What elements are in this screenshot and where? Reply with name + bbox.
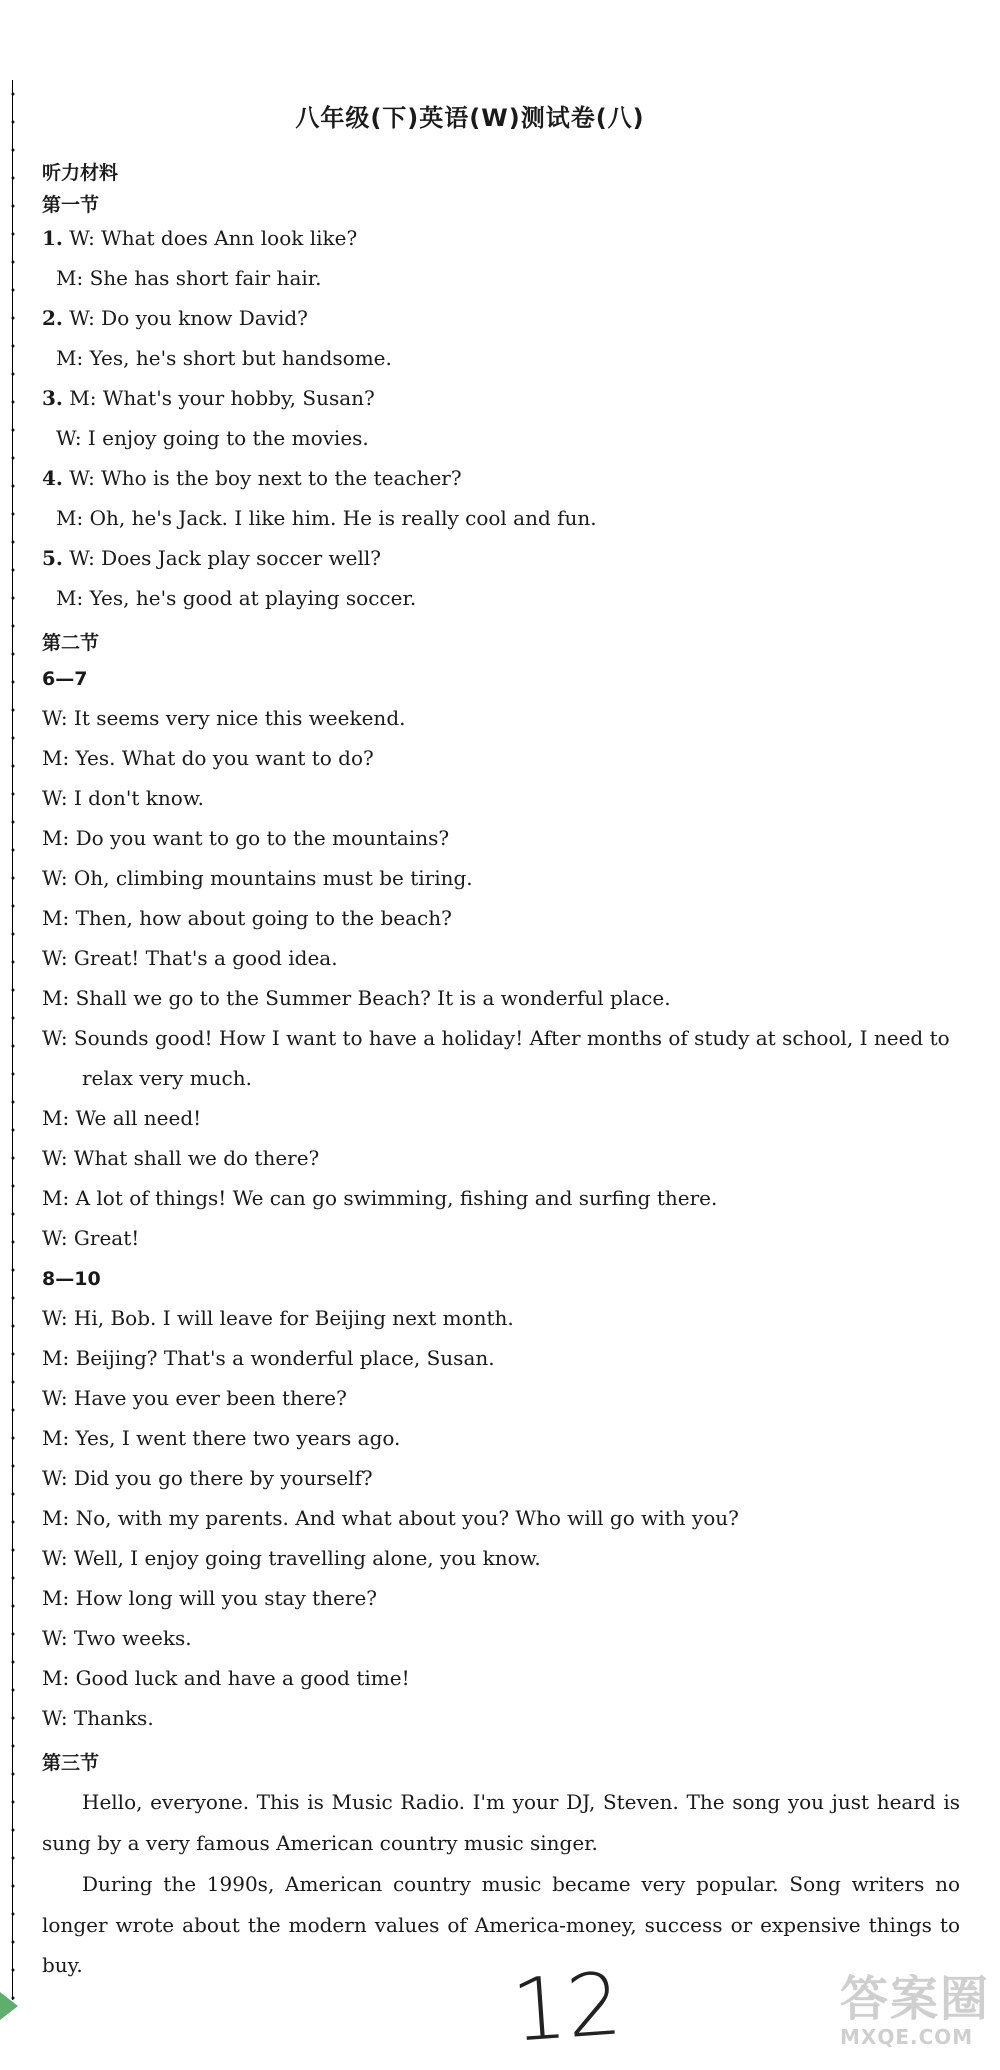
- page-tab-arrow-icon: [0, 1992, 18, 2020]
- dialogue-line: W: Two weeks.: [42, 1626, 192, 1650]
- dialogue-line: 4. W: Who is the boy next to the teacher?: [42, 466, 462, 490]
- dialogue-line: W: Thanks.: [42, 1706, 154, 1730]
- dialogue-line: M: Beijing? That's a wonderful place, Susan.: [42, 1346, 495, 1370]
- dialogue-line: W: Well, I enjoy going travelling alone, you know.: [42, 1546, 541, 1570]
- dialogue-line: 1. W: What does Ann look like?: [42, 226, 358, 250]
- monologue-paragraph: During the 1990s, American country music became very popular. Song writers no longer wrote about the modern values of America-money, success or expensive things to buy.: [42, 1872, 960, 1977]
- part2-label: 第二节: [42, 632, 100, 654]
- dialogue-line: M: Shall we go to the Summer Beach? It is a wonderful place.: [42, 986, 671, 1010]
- dialogue-line: 3. M: What's your hobby, Susan?: [42, 386, 375, 410]
- dialogue-line: M: Do you want to go to the mountains?: [42, 826, 450, 850]
- handwritten-page-number: 12: [508, 1954, 625, 2062]
- dialogue-line: W: Hi, Bob. I will leave for Beijing next month.: [42, 1306, 514, 1330]
- binding-dotted-line: [6, 80, 20, 2000]
- dialogue-line: W: What shall we do there?: [42, 1146, 320, 1170]
- page-title: 八年级(下)英语(W)测试卷(八): [295, 104, 645, 132]
- section-header: 听力材料: [42, 162, 119, 184]
- dialogue-line: 2. W: Do you know David?: [42, 306, 308, 330]
- dialogue-line: M: Yes. What do you want to do?: [42, 746, 374, 770]
- dialogue-line: W: I enjoy going to the movies.: [56, 426, 369, 450]
- dialogue-line: W: It seems very nice this weekend.: [42, 706, 406, 730]
- dialogue-line: M: Yes, he's good at playing soccer.: [56, 586, 417, 610]
- dialogue-line: M: She has short fair hair.: [56, 266, 322, 290]
- dialogue-line: W: Did you go there by yourself?: [42, 1466, 373, 1490]
- dialogue-line: M: How long will you stay there?: [42, 1586, 378, 1610]
- dialogue-line: M: A lot of things! We can go swimming, fishing and surfing there.: [42, 1186, 718, 1210]
- monologue-paragraph: Hello, everyone. This is Music Radio. I'm your DJ, Steven. The song you just heard is sung by a very famous American country music singer.: [42, 1790, 960, 1855]
- group-label: 6—7: [42, 668, 88, 690]
- dialogue-line: M: No, with my parents. And what about you? Who will go with you?: [42, 1506, 739, 1530]
- dialogue-line: W: Sounds good! How I want to have a holiday! After months of study at school, I need to: [42, 1026, 950, 1050]
- dialogue-line: relax very much.: [82, 1066, 252, 1090]
- dialogue-line: M: Oh, he's Jack. I like him. He is really cool and fun.: [56, 506, 597, 530]
- dialogue-line: W: Great! That's a good idea.: [42, 946, 338, 970]
- dialogue-line: W: Great!: [42, 1226, 140, 1250]
- part1-label: 第一节: [42, 194, 100, 216]
- dialogue-line: M: Yes, I went there two years ago.: [42, 1426, 401, 1450]
- dialogue-line: M: Good luck and have a good time!: [42, 1666, 410, 1690]
- dialogue-line: 5. W: Does Jack play soccer well?: [42, 546, 382, 570]
- dialogue-line: M: Yes, he's short but handsome.: [56, 346, 392, 370]
- dialogue-line: M: Then, how about going to the beach?: [42, 906, 452, 930]
- dialogue-line: M: We all need!: [42, 1106, 202, 1130]
- dialogue-line: W: Oh, climbing mountains must be tiring.: [42, 866, 473, 890]
- dialogue-line: W: I don't know.: [42, 786, 204, 810]
- part3-label: 第三节: [42, 1752, 100, 1774]
- watermark-logo: 答案圈 MXQE.COM: [840, 1971, 991, 2049]
- dialogue-line: W: Have you ever been there?: [42, 1386, 347, 1410]
- group-label: 8—10: [42, 1268, 101, 1290]
